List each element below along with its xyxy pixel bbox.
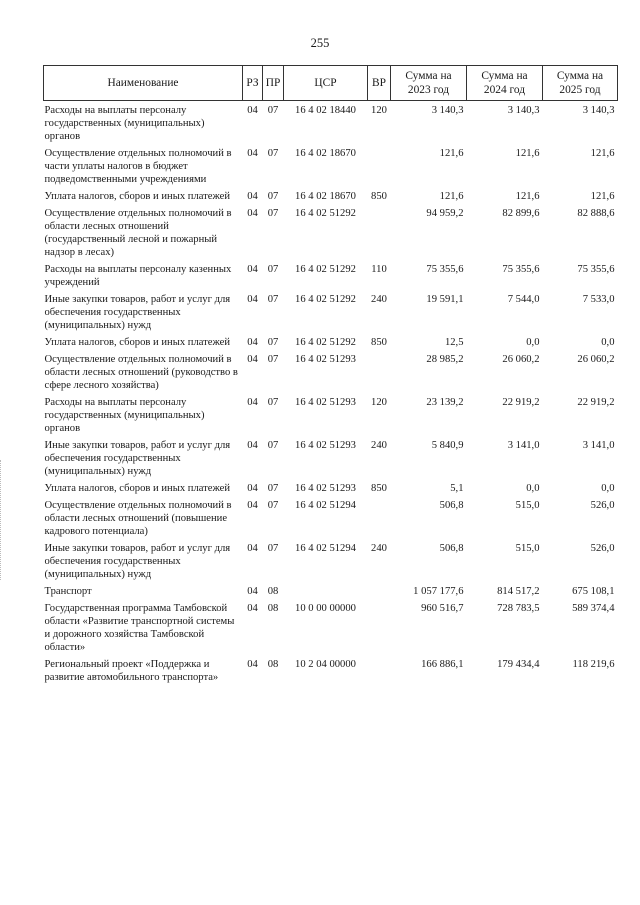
table-header-row <box>44 66 618 101</box>
cell-sum-2023: 19 591,1 <box>426 294 464 305</box>
table-row <box>44 293 618 336</box>
cell-sum-2024: 121,6 <box>515 148 540 159</box>
cell-sum-2025: 526,0 <box>590 500 615 511</box>
cell-sum-2025: 22 919,2 <box>577 397 615 408</box>
cell-sum-2025: 675 108,1 <box>572 586 615 597</box>
cell-csr: 16 4 02 51293 <box>295 483 356 494</box>
cell-vr: 120 <box>371 397 387 408</box>
cell-csr: 16 4 02 18670 <box>295 191 356 202</box>
cell-rz: 04 <box>247 659 258 670</box>
cell-sum-2024: 0,0 <box>526 483 540 494</box>
cell-sum-2025: 589 374,4 <box>572 603 615 614</box>
cell-csr: 16 4 02 51293 <box>295 440 356 451</box>
cell-rz: 04 <box>247 264 258 275</box>
cell-sum-2024: 121,6 <box>515 191 540 202</box>
cell-sum-2023: 1 057 177,6 <box>413 586 464 597</box>
cell-sum-2023: 75 355,6 <box>426 264 464 275</box>
header-sum-2024-line2: 2024 год <box>483 84 526 96</box>
cell-sum-2025: 0,0 <box>601 483 615 494</box>
cell-rz: 04 <box>247 105 258 116</box>
cell-pr: 07 <box>267 191 279 202</box>
cell-csr: 16 4 02 51292 <box>295 294 356 305</box>
cell-rz: 04 <box>247 294 258 305</box>
cell-sum-2024: 26 060,2 <box>502 354 540 365</box>
cell-rz: 04 <box>247 543 258 554</box>
table-row <box>44 602 618 658</box>
header-sum-2025 <box>543 66 618 101</box>
cell-csr: 16 4 02 51293 <box>295 397 356 408</box>
cell-vr: 850 <box>371 337 387 348</box>
page-number: 255 <box>310 36 330 50</box>
cell-pr: 07 <box>267 208 279 219</box>
header-vr: ВР <box>368 66 391 101</box>
cell-rz: 04 <box>247 148 258 159</box>
cell-pr: 07 <box>267 264 279 275</box>
table-row <box>44 542 618 585</box>
cell-vr: 120 <box>371 105 387 116</box>
cell-pr: 08 <box>267 603 279 614</box>
cell-vr <box>368 207 391 263</box>
cell-sum-2024: 515,0 <box>515 500 540 511</box>
cell-sum-2024: 22 919,2 <box>502 397 540 408</box>
cell-pr: 07 <box>267 440 279 451</box>
cell-rz: 04 <box>247 440 258 451</box>
table-row <box>44 263 618 293</box>
budget-table <box>43 65 618 688</box>
cell-pr: 08 <box>267 586 279 597</box>
cell-csr: 10 2 04 00000 <box>295 659 356 670</box>
cell-sum-2023: 121,6 <box>439 148 464 159</box>
table-row <box>44 585 618 602</box>
cell-sum-2023: 5,1 <box>450 483 464 494</box>
cell-vr <box>368 147 391 190</box>
cell-name: Уплата налогов, сборов и иных платежей <box>44 337 231 348</box>
cell-sum-2025: 526,0 <box>590 543 615 554</box>
cell-sum-2025: 121,6 <box>590 148 615 159</box>
cell-rz: 04 <box>247 483 258 494</box>
cell-vr: 240 <box>371 294 387 305</box>
cell-sum-2024: 3 141,0 <box>507 440 540 451</box>
cell-rz: 04 <box>247 603 258 614</box>
cell-sum-2024: 728 783,5 <box>497 603 540 614</box>
cell-sum-2023: 506,8 <box>439 543 464 554</box>
cell-name: Осуществление отдельных полномочий в области лесных отношений (руководство в сфере лесного хозяйства) <box>44 354 238 391</box>
table-row <box>44 482 618 499</box>
cell-pr: 07 <box>267 337 279 348</box>
cell-sum-2025: 75 355,6 <box>577 264 615 275</box>
header-name: Наименование <box>44 66 243 101</box>
cell-csr: 16 4 02 51293 <box>295 354 356 365</box>
table-body <box>44 101 618 689</box>
cell-rz: 04 <box>247 397 258 408</box>
cell-vr: 240 <box>371 440 387 451</box>
cell-rz: 04 <box>247 354 258 365</box>
cell-rz: 04 <box>247 500 258 511</box>
cell-sum-2025: 26 060,2 <box>577 354 615 365</box>
cell-sum-2025: 82 888,6 <box>577 208 615 219</box>
cell-vr: 850 <box>371 483 387 494</box>
cell-sum-2023: 94 959,2 <box>426 208 464 219</box>
cell-sum-2023: 960 516,7 <box>421 603 464 614</box>
cell-sum-2023: 121,6 <box>439 191 464 202</box>
cell-rz: 04 <box>247 208 258 219</box>
table-row <box>44 499 618 542</box>
cell-name: Расходы на выплаты персоналу казенных учреждений <box>44 264 232 288</box>
header-sum-2024-line1: Сумма на <box>481 70 528 82</box>
cell-csr: 16 4 02 51292 <box>295 264 356 275</box>
cell-sum-2023: 28 985,2 <box>426 354 464 365</box>
cell-rz: 04 <box>247 191 258 202</box>
cell-rz: 04 <box>247 337 258 348</box>
cell-name: Осуществление отдельных полномочий в области лесных отношений (повышение кадрового потенциала) <box>44 500 232 537</box>
cell-name: Уплата налогов, сборов и иных платежей <box>44 483 231 494</box>
cell-sum-2023: 3 140,3 <box>431 105 464 116</box>
cell-sum-2024: 0,0 <box>526 337 540 348</box>
header-sum-2024 <box>467 66 543 101</box>
cell-sum-2025: 0,0 <box>601 337 615 348</box>
cell-sum-2025: 118 219,6 <box>572 659 615 670</box>
cell-sum-2024: 82 899,6 <box>502 208 540 219</box>
table-row <box>44 104 618 147</box>
cell-pr: 07 <box>267 294 279 305</box>
cell-vr: 850 <box>371 191 387 202</box>
header-rz: РЗ <box>243 66 263 101</box>
cell-rz: 04 <box>247 586 258 597</box>
cell-sum-2025: 3 141,0 <box>582 440 615 451</box>
cell-sum-2023: 166 886,1 <box>421 659 464 670</box>
cell-sum-2023: 5 840,9 <box>431 440 464 451</box>
cell-name: Уплата налогов, сборов и иных платежей <box>44 191 231 202</box>
cell-pr: 07 <box>267 543 279 554</box>
cell-name: Осуществление отдельных полномочий в части уплаты налогов в бюджет подведомственными учреждениями <box>44 148 232 185</box>
cell-sum-2024: 179 434,4 <box>497 659 540 670</box>
scan-margin-mark <box>0 460 3 580</box>
cell-name: Расходы на выплаты персоналу государственных (муниципальных) органов <box>44 397 205 434</box>
cell-vr <box>368 499 391 542</box>
cell-sum-2024: 3 140,3 <box>507 105 540 116</box>
cell-sum-2024: 7 544,0 <box>507 294 540 305</box>
cell-vr <box>368 585 391 602</box>
cell-sum-2024: 75 355,6 <box>502 264 540 275</box>
cell-csr: 16 4 02 18440 <box>295 105 356 116</box>
table-row <box>44 336 618 353</box>
cell-csr: 16 4 02 51294 <box>295 543 356 554</box>
cell-name: Иные закупки товаров, работ и услуг для обеспечения государственных (муниципальных) нужд <box>44 543 231 580</box>
header-pr: ПР <box>263 66 284 101</box>
cell-pr: 07 <box>267 105 279 116</box>
header-sum-2025-line1: Сумма на <box>556 70 604 82</box>
cell-pr: 07 <box>267 397 279 408</box>
cell-vr <box>368 353 391 396</box>
table-row <box>44 207 618 263</box>
cell-sum-2023: 12,5 <box>444 337 464 348</box>
table-row <box>44 190 618 207</box>
table-row <box>44 353 618 396</box>
cell-sum-2025: 121,6 <box>590 191 615 202</box>
header-sum-2025-line2: 2025 год <box>559 84 601 96</box>
header-sum-2023-line1: Сумма на <box>405 70 452 82</box>
cell-csr: 16 4 02 51292 <box>295 337 356 348</box>
cell-csr: 16 4 02 51294 <box>295 500 356 511</box>
table-row <box>44 396 618 439</box>
header-csr: ЦСР <box>284 66 368 101</box>
table-row <box>44 439 618 482</box>
header-sum-2023-line2: 2023 год <box>407 84 450 96</box>
cell-sum-2025: 3 140,3 <box>582 105 615 116</box>
cell-sum-2023: 506,8 <box>439 500 464 511</box>
cell-csr: 16 4 02 18670 <box>295 148 356 159</box>
cell-name: Иные закупки товаров, работ и услуг для обеспечения государственных (муниципальных) нужд <box>44 440 231 477</box>
cell-csr: 16 4 02 51292 <box>295 208 356 219</box>
cell-sum-2025: 7 533,0 <box>582 294 615 305</box>
cell-name: Региональный проект «Поддержка и развитие автомобильного транспорта» <box>44 659 219 683</box>
cell-pr: 08 <box>267 659 279 670</box>
cell-name: Транспорт <box>44 586 92 597</box>
cell-pr: 07 <box>267 354 279 365</box>
cell-name: Иные закупки товаров, работ и услуг для обеспечения государственных (муниципальных) нужд <box>44 294 231 331</box>
cell-pr: 07 <box>267 500 279 511</box>
cell-name: Расходы на выплаты персоналу государственных (муниципальных) органов <box>44 105 205 142</box>
cell-vr: 240 <box>371 543 387 554</box>
cell-name: Государственная программа Тамбовской области «Развитие транспортной системы и дорожного хозяйства Тамбовской области» <box>44 603 235 653</box>
cell-sum-2023: 23 139,2 <box>426 397 464 408</box>
cell-pr: 07 <box>267 148 279 159</box>
cell-sum-2024: 814 517,2 <box>497 586 540 597</box>
cell-csr: 10 0 00 00000 <box>295 603 356 614</box>
cell-csr <box>284 585 368 602</box>
cell-vr <box>368 658 391 688</box>
cell-name: Осуществление отдельных полномочий в области лесных отношений (государственный лесной и пожарный надзор в лесах) <box>44 208 232 258</box>
cell-vr: 110 <box>371 264 387 275</box>
header-sum-2023 <box>391 66 467 101</box>
table-row <box>44 658 618 688</box>
cell-pr: 07 <box>267 483 279 494</box>
cell-vr <box>368 602 391 658</box>
cell-sum-2024: 515,0 <box>515 543 540 554</box>
table-row <box>44 147 618 190</box>
